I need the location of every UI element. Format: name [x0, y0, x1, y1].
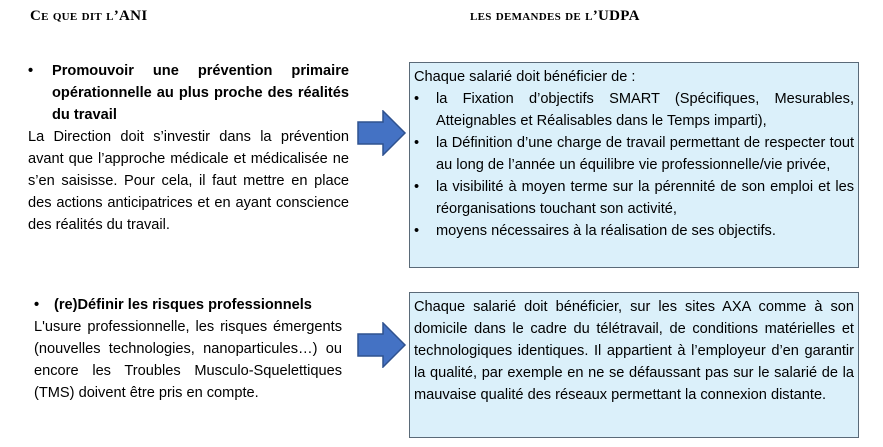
right-arrow-icon	[357, 322, 407, 368]
list-item-text: la visibilité à moyen terme sur la pérennité de son emploi et les réorganisations touchant son activité,	[436, 179, 854, 217]
list-item-text: moyens nécessaires à la réalisation de ses objectifs.	[436, 223, 776, 239]
list-item-text: la Définition d’une charge de travail permettant de respecter tout au long de l’année un équilibre vie professionnelle/vie privée,	[436, 135, 854, 173]
udpa-box-1-list	[414, 88, 854, 242]
right-arrow-icon	[357, 110, 407, 156]
list-item	[414, 220, 854, 242]
list-item	[414, 88, 854, 132]
heading-ani: Ce que dit l’ANI	[30, 8, 148, 24]
udpa-demand-box-1	[409, 62, 859, 268]
bullet-icon: •	[414, 179, 420, 195]
bullet-icon: •	[28, 63, 34, 79]
ani-section-1-body: La Direction doit s’investir dans la prévention avant que l’approche médicale et médicalisée ne s’en saisisse. Pour cela, il faut mettre en place des actions anticipatrices et en ayant conscience des réalités du travail.	[28, 129, 349, 233]
list-item	[414, 176, 854, 220]
heading-udpa: les demandes de l’UDPA	[470, 8, 640, 24]
ani-section-2-title: (re)Définir les risques professionnels	[54, 297, 312, 313]
bullet-icon: •	[414, 223, 420, 239]
ani-section-1-title-row	[28, 60, 349, 126]
udpa-demand-box-2	[409, 292, 859, 438]
bullet-icon: •	[34, 297, 40, 313]
ani-section-2	[34, 294, 342, 404]
udpa-box-2-text: Chaque salarié doit bénéficier, sur les sites AXA comme à son domicile dans le cadre du télétravail, de conditions matérielles et technologiques identiques. Il appartient à l’employeur d’en garantir la qualité, par exemple en ne se défaussant pas sur le salarié de la mauvaise qualité des réseaux permettant la connexion distante.	[414, 299, 854, 403]
ani-section-2-body: L'usure professionnelle, les risques émergents (nouvelles technologies, nanoparticules…) ou encore les Troubles Musculo-Squelettiques (TMS) doivent être pris en compte.	[34, 319, 342, 401]
bullet-icon: •	[414, 91, 420, 107]
bullet-icon: •	[414, 135, 420, 151]
ani-section-1-title: Promouvoir une prévention primaire opérationnelle au plus proche des réalités du travail	[52, 63, 349, 123]
udpa-box-1-intro: Chaque salarié doit bénéficier de :	[414, 69, 636, 85]
list-item-text: la Fixation d’objectifs SMART (Spécifiques, Mesurables, Atteignables et Réalisables dans le Temps imparti),	[436, 91, 854, 129]
ani-section-1	[28, 60, 349, 236]
ani-section-2-title-row	[34, 294, 342, 316]
list-item	[414, 132, 854, 176]
